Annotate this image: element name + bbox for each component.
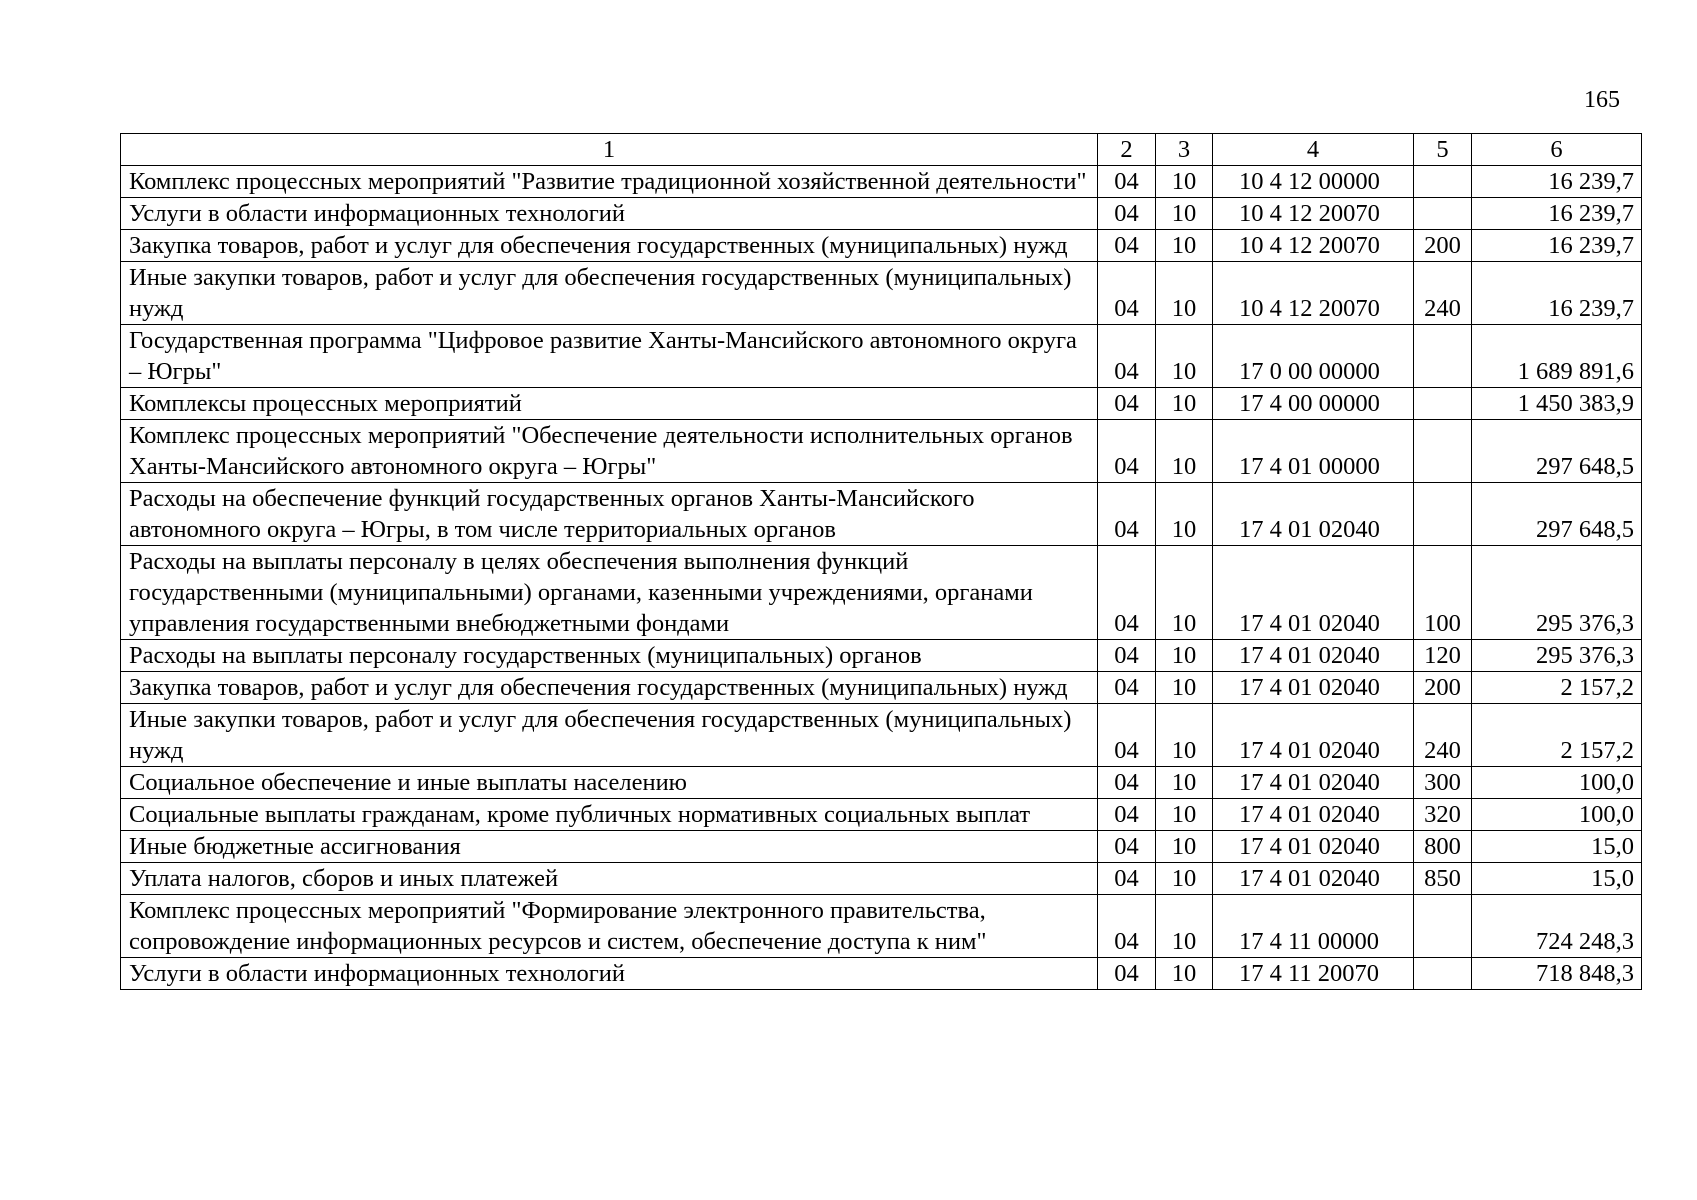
cell-expense-type: 200 bbox=[1414, 230, 1472, 262]
cell-target-code: 10 4 12 00000 bbox=[1213, 166, 1414, 198]
table-row bbox=[121, 640, 1642, 672]
cell-subsection: 10 bbox=[1156, 325, 1213, 388]
table-row bbox=[121, 831, 1642, 863]
cell-section: 04 bbox=[1098, 546, 1156, 640]
cell-subsection: 10 bbox=[1156, 831, 1213, 863]
table-row bbox=[121, 672, 1642, 704]
cell-amount: 724 248,3 bbox=[1472, 895, 1642, 958]
cell-target-code: 17 4 01 02040 bbox=[1213, 483, 1414, 546]
cell-section: 04 bbox=[1098, 958, 1156, 990]
cell-amount: 718 848,3 bbox=[1472, 958, 1642, 990]
cell-amount: 16 239,7 bbox=[1472, 230, 1642, 262]
cell-target-code: 17 4 01 02040 bbox=[1213, 767, 1414, 799]
cell-subsection: 10 bbox=[1156, 640, 1213, 672]
cell-amount: 15,0 bbox=[1472, 831, 1642, 863]
column-header-section: 2 bbox=[1098, 134, 1156, 166]
cell-expense-type: 120 bbox=[1414, 640, 1472, 672]
cell-subsection: 10 bbox=[1156, 546, 1213, 640]
cell-subsection: 10 bbox=[1156, 863, 1213, 895]
cell-section: 04 bbox=[1098, 704, 1156, 767]
table-row bbox=[121, 198, 1642, 230]
cell-section: 04 bbox=[1098, 420, 1156, 483]
cell-section: 04 bbox=[1098, 483, 1156, 546]
cell-name: Комплекс процессных мероприятий "Формирование электронного правительства, сопровождение информационных ресурсов и систем, обеспечение доступа к ним" bbox=[121, 895, 1098, 958]
cell-expense-type bbox=[1414, 325, 1472, 388]
cell-amount: 16 239,7 bbox=[1472, 262, 1642, 325]
cell-target-code: 17 4 01 02040 bbox=[1213, 831, 1414, 863]
cell-subsection: 10 bbox=[1156, 958, 1213, 990]
cell-target-code: 17 4 01 02040 bbox=[1213, 704, 1414, 767]
cell-name: Закупка товаров, работ и услуг для обеспечения государственных (муниципальных) нужд bbox=[121, 672, 1098, 704]
cell-target-code: 17 4 00 00000 bbox=[1213, 388, 1414, 420]
column-header-amount: 6 bbox=[1472, 134, 1642, 166]
cell-section: 04 bbox=[1098, 799, 1156, 831]
table-row bbox=[121, 325, 1642, 388]
cell-subsection: 10 bbox=[1156, 198, 1213, 230]
table-row bbox=[121, 863, 1642, 895]
cell-name: Иные бюджетные ассигнования bbox=[121, 831, 1098, 863]
cell-name: Расходы на выплаты персоналу в целях обеспечения выполнения функций государственными (муниципальными) органами, казенными учреждениями, органами управления государственными внебюджетными фондами bbox=[121, 546, 1098, 640]
cell-amount: 2 157,2 bbox=[1472, 704, 1642, 767]
cell-subsection: 10 bbox=[1156, 895, 1213, 958]
table-row bbox=[121, 895, 1642, 958]
cell-section: 04 bbox=[1098, 863, 1156, 895]
cell-target-code: 17 4 01 02040 bbox=[1213, 799, 1414, 831]
cell-subsection: 10 bbox=[1156, 672, 1213, 704]
table-row bbox=[121, 799, 1642, 831]
cell-section: 04 bbox=[1098, 672, 1156, 704]
cell-expense-type bbox=[1414, 958, 1472, 990]
cell-name: Уплата налогов, сборов и иных платежей bbox=[121, 863, 1098, 895]
table-row bbox=[121, 958, 1642, 990]
cell-section: 04 bbox=[1098, 166, 1156, 198]
cell-name: Комплексы процессных мероприятий bbox=[121, 388, 1098, 420]
cell-target-code: 17 4 01 02040 bbox=[1213, 640, 1414, 672]
cell-target-code: 17 4 11 00000 bbox=[1213, 895, 1414, 958]
cell-name: Социальные выплаты гражданам, кроме публичных нормативных социальных выплат bbox=[121, 799, 1098, 831]
cell-target-code: 10 4 12 20070 bbox=[1213, 198, 1414, 230]
cell-expense-type: 200 bbox=[1414, 672, 1472, 704]
cell-target-code: 17 4 01 02040 bbox=[1213, 863, 1414, 895]
cell-name: Расходы на обеспечение функций государственных органов Ханты-Мансийского автономного округа – Югры, в том числе территориальных органов bbox=[121, 483, 1098, 546]
cell-target-code: 10 4 12 20070 bbox=[1213, 262, 1414, 325]
cell-section: 04 bbox=[1098, 831, 1156, 863]
cell-target-code: 10 4 12 20070 bbox=[1213, 230, 1414, 262]
table-row bbox=[121, 704, 1642, 767]
cell-section: 04 bbox=[1098, 198, 1156, 230]
cell-expense-type bbox=[1414, 198, 1472, 230]
cell-target-code: 17 4 01 02040 bbox=[1213, 672, 1414, 704]
cell-expense-type bbox=[1414, 895, 1472, 958]
cell-subsection: 10 bbox=[1156, 704, 1213, 767]
cell-expense-type: 850 bbox=[1414, 863, 1472, 895]
cell-section: 04 bbox=[1098, 230, 1156, 262]
cell-expense-type bbox=[1414, 420, 1472, 483]
table-row bbox=[121, 420, 1642, 483]
cell-amount: 1 450 383,9 bbox=[1472, 388, 1642, 420]
cell-amount: 100,0 bbox=[1472, 799, 1642, 831]
cell-amount: 295 376,3 bbox=[1472, 640, 1642, 672]
cell-expense-type bbox=[1414, 483, 1472, 546]
budget-table bbox=[120, 133, 1642, 990]
column-header-target-code: 4 bbox=[1213, 134, 1414, 166]
cell-section: 04 bbox=[1098, 388, 1156, 420]
table-row bbox=[121, 483, 1642, 546]
cell-amount: 295 376,3 bbox=[1472, 546, 1642, 640]
cell-section: 04 bbox=[1098, 895, 1156, 958]
cell-expense-type: 320 bbox=[1414, 799, 1472, 831]
cell-expense-type: 100 bbox=[1414, 546, 1472, 640]
table-row bbox=[121, 767, 1642, 799]
cell-amount: 15,0 bbox=[1472, 863, 1642, 895]
cell-target-code: 17 4 11 20070 bbox=[1213, 958, 1414, 990]
column-header-subsection: 3 bbox=[1156, 134, 1213, 166]
cell-section: 04 bbox=[1098, 325, 1156, 388]
cell-subsection: 10 bbox=[1156, 166, 1213, 198]
cell-name: Услуги в области информационных технологий bbox=[121, 198, 1098, 230]
table-header-row bbox=[121, 134, 1642, 166]
cell-name: Комплекс процессных мероприятий "Обеспечение деятельности исполнительных органов Ханты-Мансийского автономного округа – Югры" bbox=[121, 420, 1098, 483]
column-header-expense-type: 5 bbox=[1414, 134, 1472, 166]
cell-amount: 297 648,5 bbox=[1472, 420, 1642, 483]
column-header-name: 1 bbox=[121, 134, 1098, 166]
cell-expense-type: 800 bbox=[1414, 831, 1472, 863]
cell-subsection: 10 bbox=[1156, 420, 1213, 483]
table-row bbox=[121, 388, 1642, 420]
cell-name: Социальное обеспечение и иные выплаты населению bbox=[121, 767, 1098, 799]
table-row bbox=[121, 262, 1642, 325]
cell-name: Закупка товаров, работ и услуг для обеспечения государственных (муниципальных) нужд bbox=[121, 230, 1098, 262]
table-row bbox=[121, 546, 1642, 640]
table-row bbox=[121, 230, 1642, 262]
page-number: 165 bbox=[1584, 87, 1620, 113]
cell-amount: 297 648,5 bbox=[1472, 483, 1642, 546]
table-body bbox=[121, 166, 1642, 990]
cell-subsection: 10 bbox=[1156, 799, 1213, 831]
cell-expense-type: 240 bbox=[1414, 262, 1472, 325]
cell-subsection: 10 bbox=[1156, 262, 1213, 325]
cell-name: Иные закупки товаров, работ и услуг для обеспечения государственных (муниципальных) нужд bbox=[121, 704, 1098, 767]
cell-amount: 16 239,7 bbox=[1472, 166, 1642, 198]
table-row bbox=[121, 166, 1642, 198]
cell-name: Иные закупки товаров, работ и услуг для обеспечения государственных (муниципальных) нужд bbox=[121, 262, 1098, 325]
cell-subsection: 10 bbox=[1156, 230, 1213, 262]
cell-amount: 16 239,7 bbox=[1472, 198, 1642, 230]
cell-amount: 100,0 bbox=[1472, 767, 1642, 799]
cell-amount: 2 157,2 bbox=[1472, 672, 1642, 704]
cell-section: 04 bbox=[1098, 767, 1156, 799]
cell-target-code: 17 0 00 00000 bbox=[1213, 325, 1414, 388]
cell-section: 04 bbox=[1098, 640, 1156, 672]
cell-expense-type: 240 bbox=[1414, 704, 1472, 767]
cell-amount: 1 689 891,6 bbox=[1472, 325, 1642, 388]
cell-expense-type: 300 bbox=[1414, 767, 1472, 799]
cell-name: Расходы на выплаты персоналу государственных (муниципальных) органов bbox=[121, 640, 1098, 672]
cell-name: Государственная программа "Цифровое развитие Ханты-Мансийского автономного округа – Югры" bbox=[121, 325, 1098, 388]
cell-subsection: 10 bbox=[1156, 767, 1213, 799]
cell-section: 04 bbox=[1098, 262, 1156, 325]
cell-expense-type bbox=[1414, 166, 1472, 198]
cell-expense-type bbox=[1414, 388, 1472, 420]
cell-subsection: 10 bbox=[1156, 388, 1213, 420]
cell-name: Услуги в области информационных технологий bbox=[121, 958, 1098, 990]
cell-target-code: 17 4 01 00000 bbox=[1213, 420, 1414, 483]
cell-subsection: 10 bbox=[1156, 483, 1213, 546]
cell-target-code: 17 4 01 02040 bbox=[1213, 546, 1414, 640]
cell-name: Комплекс процессных мероприятий "Развитие традиционной хозяйственной деятельности" bbox=[121, 166, 1098, 198]
